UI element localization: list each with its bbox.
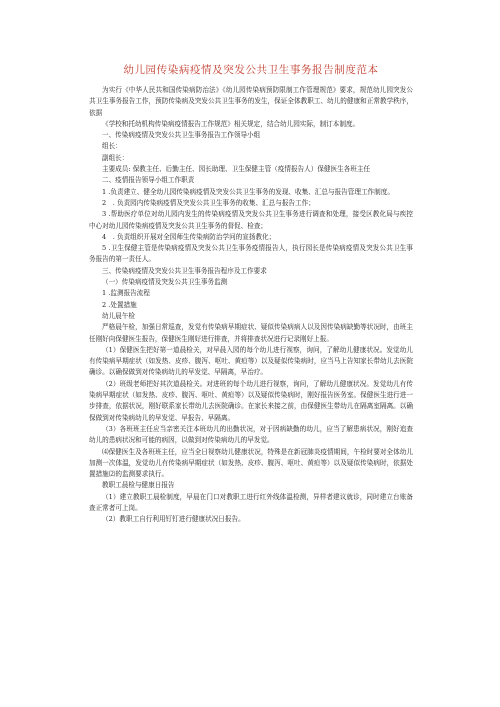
paragraph: （1）建立教职工晨检制度，早晨在门口对教职工进行红外线体温检测，异样者建议就诊，同时建立台账备查正常者可上岗。 bbox=[89, 492, 413, 512]
paragraph: 2 . 负责园内传染病疫情及突发公共卫生事务的收集、汇总与报告工作； bbox=[102, 198, 315, 207]
paragraph: （2）班级老师把好其次道晨检关。对进班的每个幼儿进行视察，询问，了解幼儿健康状况。发觉幼儿有传染病早期症状（如发热、皮疹、腹泻、呕吐、黄疸等）以及疑似传染病时，刚好报告医务室。保健医生进行进一步排查，依据状况，刚好联系家长带幼儿去医院确诊。在家长来接之前，由保健医生带幼儿在隔离室隔离。以确保做到对传染病幼儿的早发觉、早报告、早隔离。 bbox=[89, 379, 413, 422]
paragraph: 1 .监测报告流程 bbox=[102, 289, 150, 298]
paragraph: （3）各班班主任应当亲密关注本班幼儿的出勤状况，对于因病缺勤的幼儿，应当了解患病状况，刚好追查幼儿的患病状况和可能的病因，以做到对传染病幼儿的早发觉。 bbox=[89, 424, 413, 445]
paragraph: （一）传染病疫情及突发公共卫生事务监测 bbox=[102, 278, 228, 287]
paragraph: 二、疫情报告领导小组工作职责 bbox=[102, 176, 195, 185]
paragraph: 一、传染病疫情及突发公共卫生事务报告工作领导小组 bbox=[102, 131, 261, 140]
paragraph: 三、传染病疫情及突发公共卫生事务报告程序及工作要求 bbox=[102, 266, 267, 275]
document-body bbox=[89, 85, 413, 526]
document-title: 幼儿园传染病疫情及突发公共卫生事务报告制度范本 bbox=[123, 64, 379, 76]
paragraph: 4 . 负责组织开展对全园师生传染病防治学问的宣扬教化； bbox=[102, 232, 276, 241]
paragraph: 严格晨午检，加强日常巡查，发觉有传染病早期症状、疑似传染病病人以及因传染病缺勤等状况时，由班主任刚好向保健医生报告，保健医生刚好进行排查，并将排查状况进行记录刚好上报。 bbox=[89, 323, 413, 343]
paragraph: ⑷保健医生及各班班主任，应当全日视察幼儿健康状况，特殊是在新冠肺炎疫情期间，午检时要对全体幼儿加测一次体温，发觉幼儿有传染病早期症状（如发热、皮疹、腹泻、呕吐、黄疸等）以及疑似传染病时，依据处置措施⑵的监测要求执行。 bbox=[89, 447, 413, 479]
paragraph: 《学校和托幼机构传染病疫情报告工作规范》相关规定，结合幼儿园实际，制订本制度。 bbox=[102, 119, 360, 128]
paragraph: 幼儿晨午检 bbox=[102, 311, 135, 320]
paragraph: 3 .帮助医疗单位对幼儿园内发生的传染病疫情及突发公共卫生事务进行调查和处理，接受区教化局与疾控中心对幼儿园传染病疫情及突发公共卫生事务的督促、检查； bbox=[89, 210, 413, 230]
paragraph: 5 .卫生保健主管是传染病疫情及突发公共卫生事务疫情报告人，执行园长是传染病疫情及突发公共卫生事务报告的第一责任人。 bbox=[89, 244, 413, 264]
paragraph: 为实行《中华人民共和国传染病防治法》《幼儿园传染病预防限制工作管理规范》要求，规范幼儿园突发公共卫生事务报告工作，预防传染病及突发公共卫生事务的发生，保证全体教职工、幼儿的健康和正常教学秩序，依据 bbox=[89, 86, 413, 117]
paragraph: （2）教职工自行利用钉钉进行健康状况日报告。 bbox=[102, 515, 245, 524]
paragraph: 1 .负责建立、健全幼儿园传染病疫情及突发公共卫生事务的发现、收集、汇总与报告管理工作制度。 bbox=[102, 187, 394, 196]
paragraph: （1）保健医生把好第一道晨检关，对早晨入园的每个幼儿进行视察，询问，了解幼儿健康状况。发觉幼儿有传染病早期症状（如发热、皮疹、腹泻、呕吐、黄疸等）以及疑似传染病时，应当马上告知家长带幼儿去医院确诊。以确保做到对传染病幼儿的早发觉、早隔离，早治疗。 bbox=[89, 345, 413, 377]
paragraph: 组长： bbox=[102, 142, 122, 151]
paragraph: 教职工晨检与健康日报告 bbox=[102, 481, 175, 490]
paragraph: 副组长： bbox=[102, 153, 129, 162]
paragraph: 主要成员: 保教主任、后勤主任、园长助理、卫生保健主管（疫情报告人）保健医生各班主任 bbox=[102, 165, 371, 174]
paragraph: 2 .处置措施 bbox=[102, 300, 137, 309]
document-page bbox=[89, 62, 413, 526]
